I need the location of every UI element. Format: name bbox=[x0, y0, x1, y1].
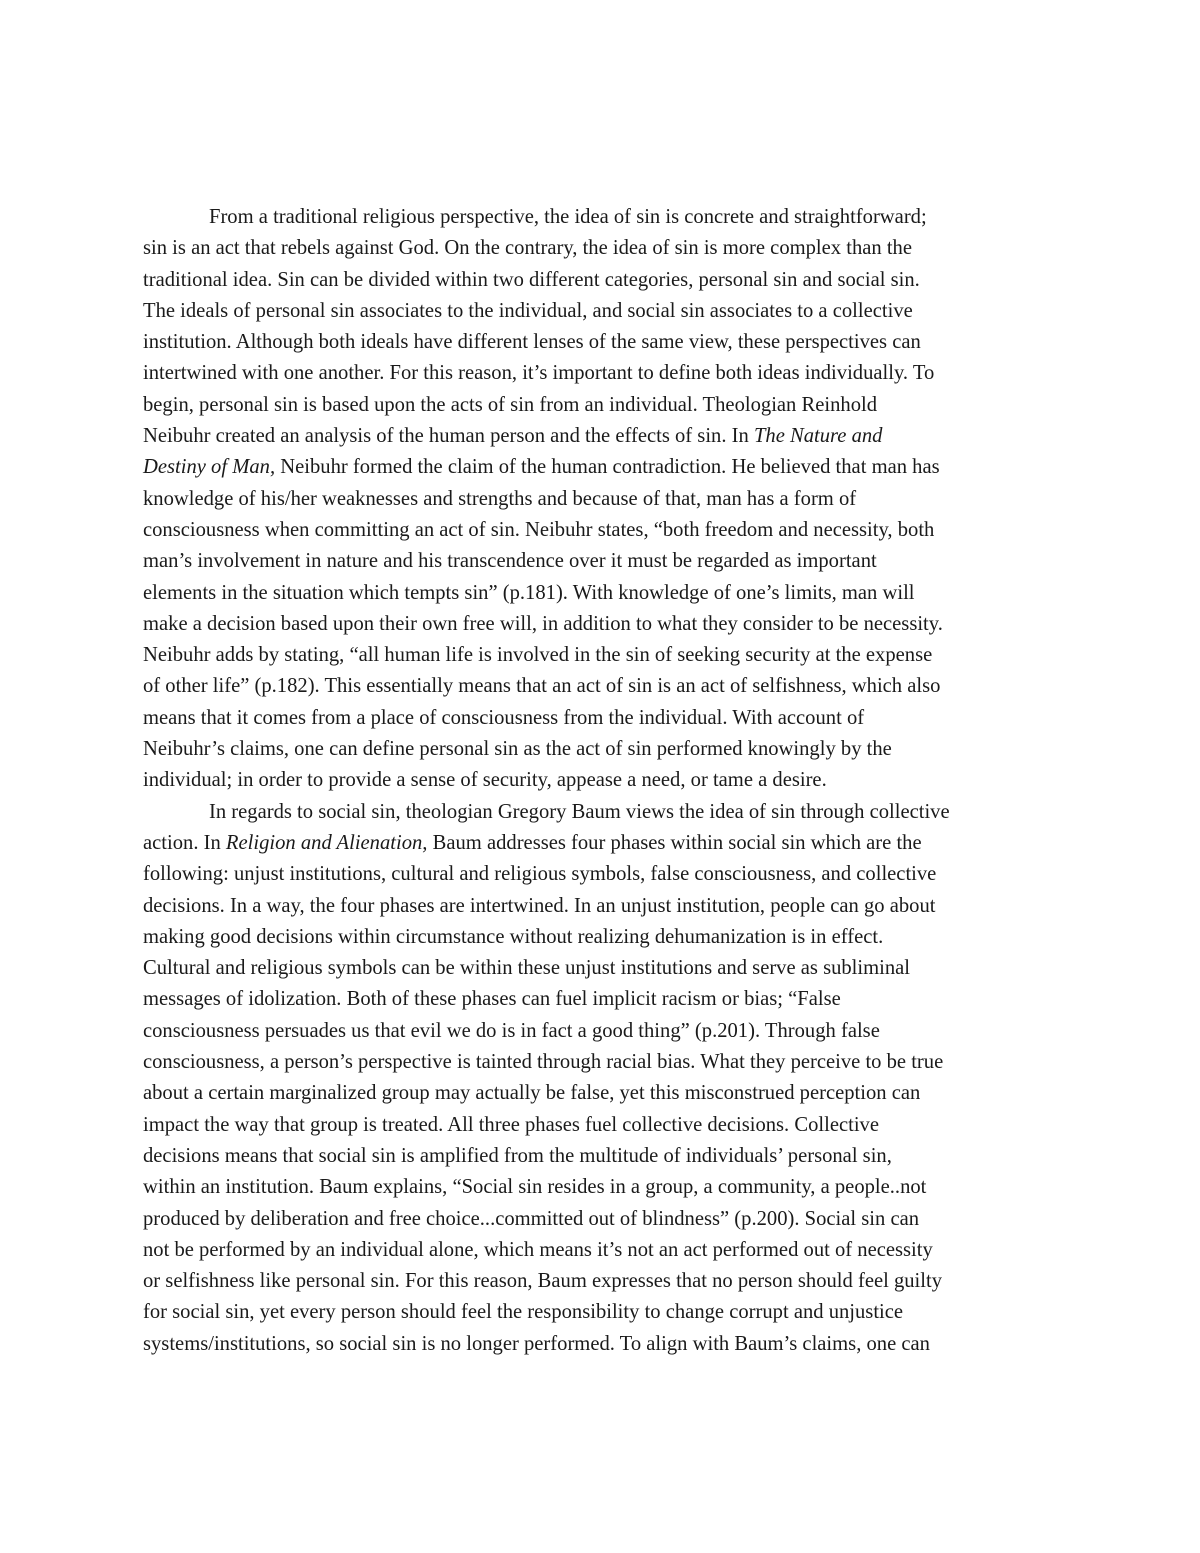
text-line bbox=[143, 1204, 1055, 1235]
text-segment: begin, personal sin is based upon the acts of sin from an individual. Theologian Reinhold bbox=[143, 393, 878, 416]
text-line bbox=[143, 358, 1055, 389]
text-line bbox=[143, 1329, 1055, 1360]
text-segment: consciousness when committing an act of sin. Neibuhr states, “both freedom and necessity, both bbox=[143, 518, 935, 541]
text-segment: action. In bbox=[143, 831, 226, 854]
text-line bbox=[143, 1110, 1055, 1141]
text-line bbox=[143, 578, 1055, 609]
text-line bbox=[143, 296, 1055, 327]
text-line bbox=[143, 484, 1055, 515]
text-segment: knowledge of his/her weaknesses and strengths and because of that, man has a form of bbox=[143, 487, 857, 510]
text-line bbox=[143, 922, 1055, 953]
text-segment: In regards to social sin, theologian Gregory Baum views the idea of sin through collective bbox=[209, 800, 950, 823]
text-line bbox=[143, 891, 1055, 922]
text-line bbox=[143, 765, 1055, 796]
text-segment: From a traditional religious perspective, the idea of sin is concrete and straightforward; bbox=[209, 206, 927, 228]
text-segment: Cultural and religious symbols can be within these unjust institutions and serve as subliminal bbox=[143, 957, 911, 980]
text-line bbox=[143, 609, 1055, 640]
text-segment: Neibuhr created an analysis of the human person and the effects of sin. In bbox=[143, 425, 754, 448]
text-segment: about a certain marginalized group may actually be false, yet this misconstrued perception can bbox=[143, 1082, 921, 1105]
text-segment: impact the way that group is treated. All three phases fuel collective decisions. Collective bbox=[143, 1113, 879, 1136]
text-line bbox=[143, 421, 1055, 452]
book-title-italic: Destiny of Man, bbox=[143, 456, 276, 479]
text-line bbox=[143, 671, 1055, 702]
text-line bbox=[143, 859, 1055, 890]
text-segment: Neibuhr formed the claim of the human contradiction. He believed that man has bbox=[275, 456, 940, 479]
text-line bbox=[143, 640, 1055, 671]
document-body bbox=[143, 202, 1055, 1360]
book-title-italic: The Nature and bbox=[753, 425, 883, 448]
text-segment: of other life” (p.182). This essentially means that an act of sin is an act of selfishness, which also bbox=[143, 675, 941, 698]
text-segment: elements in the situation which tempts sin” (p.181). With knowledge of one’s limits, man will bbox=[143, 581, 915, 604]
text-line bbox=[143, 828, 1055, 859]
text-segment: decisions. In a way, the four phases are intertwined. In an unjust institution, people can go about bbox=[143, 894, 936, 917]
paragraph-first-line bbox=[143, 202, 1055, 233]
text-line bbox=[143, 452, 1055, 483]
text-segment: or selfishness like personal sin. For this reason, Baum expresses that no person should feel guilty bbox=[143, 1270, 943, 1293]
text-segment: intertwined with one another. For this reason, it’s important to define both ideas individually. To bbox=[143, 362, 935, 385]
text-line bbox=[143, 546, 1055, 577]
text-line bbox=[143, 734, 1055, 765]
book-title-italic: Religion and Alienation, bbox=[225, 831, 428, 854]
text-segment: individual; in order to provide a sense of security, appease a need, or tame a desire. bbox=[143, 769, 827, 792]
text-line bbox=[143, 1266, 1055, 1297]
text-segment: not be performed by an individual alone, which means it’s not an act performed out of necessity bbox=[143, 1238, 933, 1261]
text-segment: sin is an act that rebels against God. On the contrary, the idea of sin is more complex than the bbox=[143, 237, 912, 260]
text-line bbox=[143, 1297, 1055, 1328]
text-segment: following: unjust institutions, cultural and religious symbols, false consciousness, and collective bbox=[143, 863, 937, 886]
text-segment: institution. Although both ideals have different lenses of the same view, these perspectives can bbox=[143, 331, 921, 354]
text-segment: The ideals of personal sin associates to the individual, and social sin associates to a collective bbox=[143, 299, 913, 322]
text-segment: within an institution. Baum explains, “Social sin resides in a group, a community, a people..not bbox=[143, 1176, 927, 1199]
text-segment: making good decisions within circumstance without realizing dehumanization is in effect. bbox=[143, 925, 884, 948]
text-line bbox=[143, 1235, 1055, 1266]
text-segment: decisions means that social sin is amplified from the multitude of individuals’ personal sin, bbox=[143, 1144, 892, 1167]
text-line bbox=[143, 327, 1055, 358]
text-segment: traditional idea. Sin can be divided within two different categories, personal sin and social sin. bbox=[143, 268, 920, 291]
text-segment: for social sin, yet every person should feel the responsibility to change corrupt and unjustice bbox=[143, 1301, 904, 1324]
text-segment: Neibuhr’s claims, one can define personal sin as the act of sin performed knowingly by the bbox=[143, 738, 892, 761]
text-segment: consciousness persuades us that evil we do is in fact a good thing” (p.201). Through false bbox=[143, 1019, 880, 1042]
text-line bbox=[143, 515, 1055, 546]
text-segment: make a decision based upon their own free will, in addition to what they consider to be necessity. bbox=[143, 612, 943, 635]
text-segment: man’s involvement in nature and his transcendence over it must be regarded as important bbox=[143, 550, 877, 573]
text-line bbox=[143, 265, 1055, 296]
text-line bbox=[143, 953, 1055, 984]
text-line bbox=[143, 390, 1055, 421]
text-segment: consciousness, a person’s perspective is tainted through racial bias. What they perceive to be true bbox=[143, 1051, 944, 1074]
text-segment: systems/institutions, so social sin is no longer performed. To align with Baum’s claims, one can bbox=[143, 1332, 930, 1355]
text-line bbox=[143, 233, 1055, 264]
text-line bbox=[143, 1047, 1055, 1078]
text-line bbox=[143, 1141, 1055, 1172]
text-segment: produced by deliberation and free choice...committed out of blindness” (p.200). Social sin can bbox=[143, 1207, 920, 1230]
text-line bbox=[143, 1172, 1055, 1203]
text-segment: messages of idolization. Both of these phases can fuel implicit racism or bias; “False bbox=[143, 988, 841, 1011]
text-line bbox=[143, 1078, 1055, 1109]
text-line bbox=[143, 703, 1055, 734]
text-segment: means that it comes from a place of consciousness from the individual. With account of bbox=[143, 706, 865, 729]
text-line bbox=[143, 984, 1055, 1015]
text-line bbox=[143, 1016, 1055, 1047]
text-segment: Baum addresses four phases within social sin which are the bbox=[427, 831, 922, 854]
paragraph-first-line bbox=[143, 797, 1055, 828]
text-segment: Neibuhr adds by stating, “all human life is involved in the sin of seeking security at the expense bbox=[143, 644, 933, 667]
